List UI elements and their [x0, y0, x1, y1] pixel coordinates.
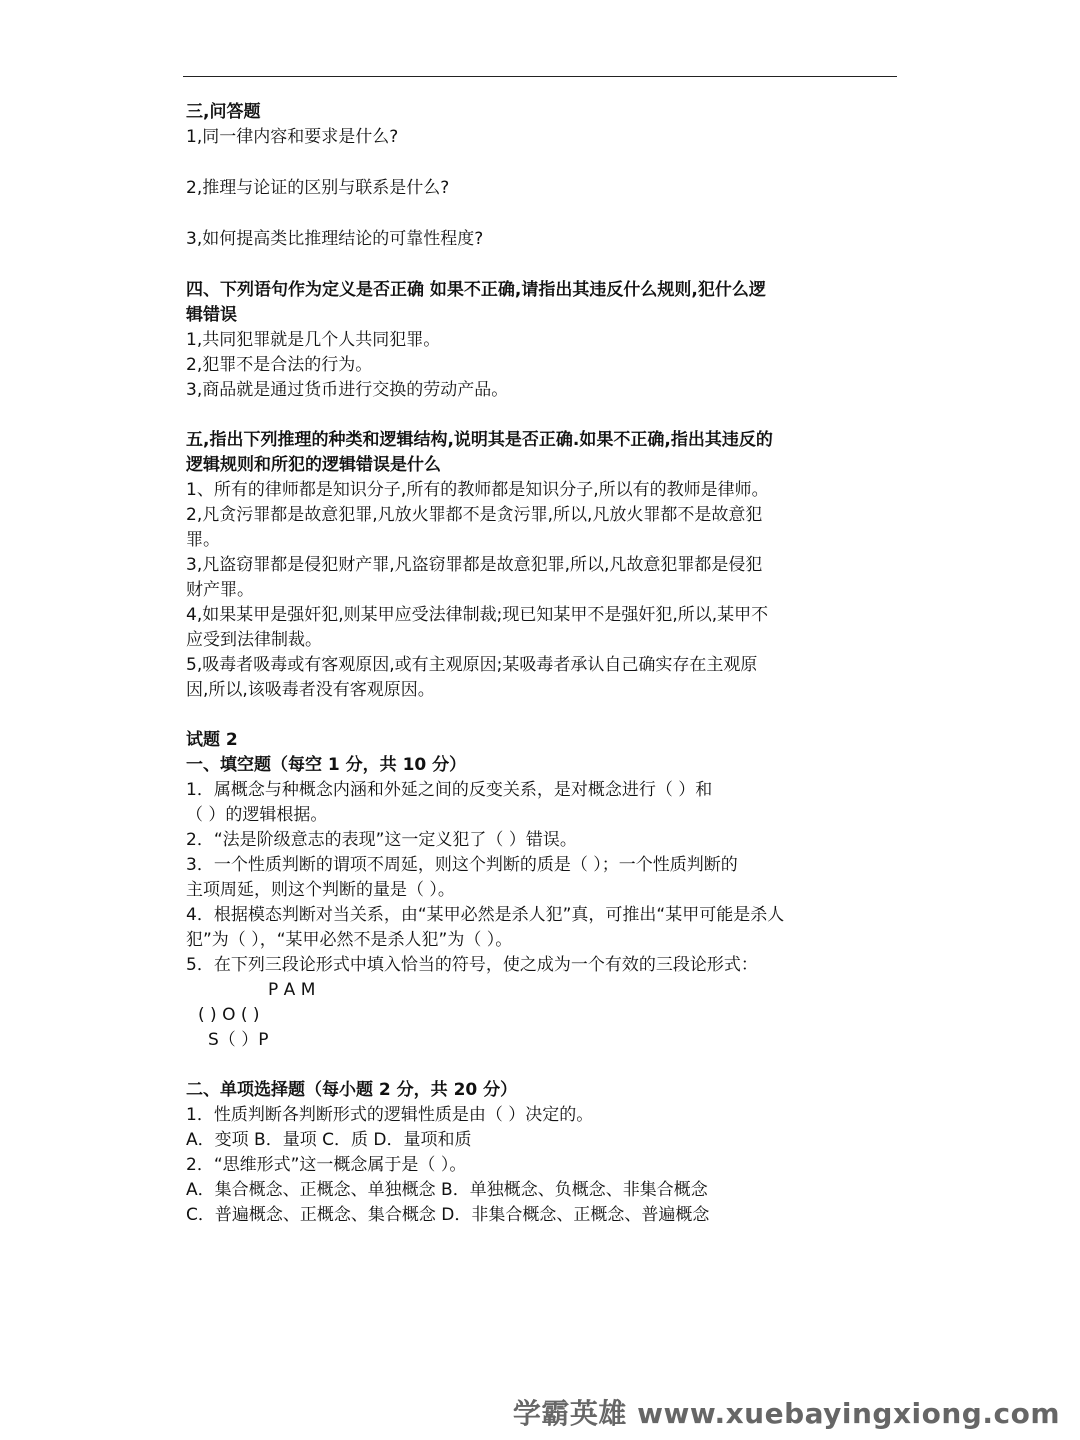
syllogism-form-line-2: ( ) O ( ) [198, 1005, 260, 1025]
section5-line: 3,凡盗窃罪都是侵犯财产罪,凡盗窃罪都是故意犯罪,所以,凡故意犯罪都是侵犯 [186, 555, 763, 575]
section4-question-2: 2,犯罪不是合法的行为。 [186, 355, 373, 375]
choice-line: 2．“思维形式”这一概念属于是（ ）。 [186, 1155, 467, 1175]
section3-question-1: 1,同一律内容和要求是什么? [186, 127, 399, 147]
section5-line: 4,如果某甲是强奸犯,则某甲应受法律制裁;现已知某甲不是强奸犯,所以,某甲不 [186, 605, 769, 625]
section4-title-line-2: 辑错误 [186, 305, 237, 325]
section5-line: 因,所以,该吸毒者没有客观原因。 [186, 680, 435, 700]
fill-section-title: 一、填空题（每空 1 分，共 10 分） [186, 755, 467, 775]
fill-line: 2．“法是阶级意志的表现”这一定义犯了（ ）错误。 [186, 830, 577, 850]
fill-line: 犯”为（ ），“某甲必然不是杀人犯”为（ ）。 [186, 930, 513, 950]
fill-line: 3．一个性质判断的谓项不周延，则这个判断的质是（ ）；一个性质判断的 [186, 855, 738, 875]
top-rule [183, 76, 897, 77]
choice-section-title: 二、单项选择题（每小题 2 分，共 20 分） [186, 1080, 518, 1100]
choice-line: A．集合概念、正概念、单独概念 B．单独概念、负概念、非集合概念 [186, 1180, 708, 1200]
fill-line: 1．属概念与种概念内涵和外延之间的反变关系，是对概念进行（ ）和 [186, 780, 713, 800]
watermark: 学霸英雄 www.xuebayingxiong.com [512, 1397, 1060, 1430]
section5-line: 1、所有的律师都是知识分子,所有的教师都是知识分子,所以有的教师是律师。 [186, 480, 769, 500]
section5-line: 罪。 [186, 530, 220, 550]
exam2-title: 试题 2 [186, 730, 238, 750]
section5-line: 应受到法律制裁。 [186, 630, 322, 650]
section3-question-3: 3,如何提高类比推理结论的可靠性程度? [186, 229, 484, 249]
fill-line: （ ）的逻辑根据。 [186, 805, 328, 825]
section4-title-line-1: 四、下列语句作为定义是否正确 如果不正确,请指出其违反什么规则,犯什么逻 [186, 280, 766, 300]
section4-question-3: 3,商品就是通过货币进行交换的劳动产品。 [186, 380, 509, 400]
section3-title: 三,问答题 [186, 102, 261, 122]
fill-line: 5．在下列三段论形式中填入恰当的符号，使之成为一个有效的三段论形式： [186, 955, 758, 975]
section5-title-line-1: 五,指出下列推理的种类和逻辑结构,说明其是否正确.如果不正确,指出其违反的 [186, 430, 773, 450]
section5-line: 5,吸毒者吸毒或有客观原因,或有主观原因;某吸毒者承认自己确实存在主观原 [186, 655, 758, 675]
choice-line: A．变项 B．量项 C．质 D．量项和质 [186, 1130, 472, 1150]
choice-line: 1．性质判断各判断形式的逻辑性质是由（ ）决定的。 [186, 1105, 594, 1125]
choice-line: C．普遍概念、正概念、集合概念 D．非集合概念、正概念、普遍概念 [186, 1205, 710, 1225]
fill-line: 主项周延，则这个判断的量是（ ）。 [186, 880, 455, 900]
section5-line: 财产罪。 [186, 580, 254, 600]
syllogism-form-line-3: S（ ）P [208, 1030, 269, 1050]
document-body [186, 100, 898, 1228]
section5-line: 2,凡贪污罪都是故意犯罪,凡放火罪都不是贪污罪,所以,凡放火罪都不是故意犯 [186, 505, 763, 525]
section5-title-line-2: 逻辑规则和所犯的逻辑错误是什么 [186, 455, 441, 475]
section4-question-1: 1,共同犯罪就是几个人共同犯罪。 [186, 330, 441, 350]
fill-line: 4．根据模态判断对当关系，由“某甲必然是杀人犯”真，可推出“某甲可能是杀人 [186, 905, 785, 925]
syllogism-form-line-1: P A M [268, 980, 316, 1000]
section3-question-2: 2,推理与论证的区别与联系是什么? [186, 178, 450, 198]
